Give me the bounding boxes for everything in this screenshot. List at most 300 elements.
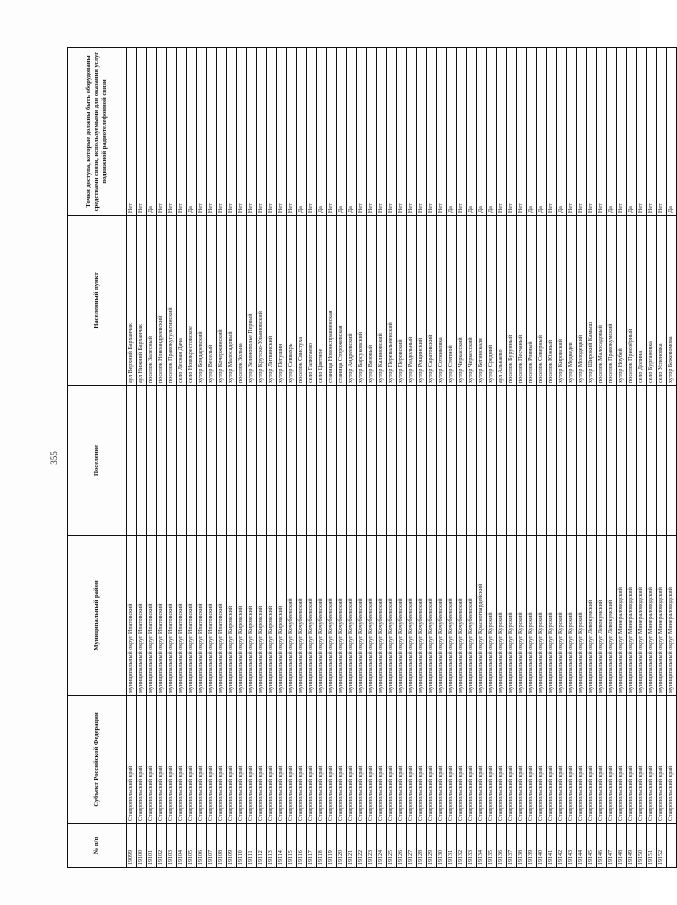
cell-settlement <box>587 386 597 536</box>
table-row <box>627 48 637 868</box>
cell-access: Нет <box>617 48 627 216</box>
cell-number: 19145 <box>587 824 597 868</box>
cell-locality: село Новокрестовское <box>187 216 197 386</box>
cell-locality: хутор Бондаревский <box>197 216 207 386</box>
cell-district: муниципальный округ Кочубеевский <box>327 536 337 696</box>
table-body <box>127 48 677 868</box>
table-row <box>457 48 467 868</box>
cell-district: муниципальный округ Ипатовский <box>177 536 187 696</box>
cell-settlement <box>497 386 507 536</box>
cell-subject: Ставропольский край <box>447 696 457 824</box>
cell-district: муниципальный округ Кочубеевский <box>297 536 307 696</box>
cell-locality: село Успеновка <box>657 216 667 386</box>
cell-number: 19103 <box>167 824 177 868</box>
cell-settlement <box>557 386 567 536</box>
cell-district: муниципальный округ Кировский <box>277 536 287 696</box>
cell-district: муниципальный округ Кировский <box>227 536 237 696</box>
cell-locality: село Галюгаево <box>307 216 317 386</box>
cell-access: Да <box>667 48 677 216</box>
cell-locality: хутор Широкий Камыш <box>587 216 597 386</box>
table-row <box>317 48 327 868</box>
cell-access: Нет <box>197 48 207 216</box>
cell-number: 19146 <box>597 824 607 868</box>
cell-subject: Ставропольский край <box>187 696 197 824</box>
cell-settlement <box>507 386 517 536</box>
cell-subject: Ставропольский край <box>487 696 497 824</box>
cell-access: Да <box>487 48 497 216</box>
cell-settlement <box>207 386 217 536</box>
cell-settlement <box>277 386 287 536</box>
cell-subject: Ставропольский край <box>147 696 157 824</box>
cell-locality: хутор Крутско-Ульяновский <box>257 216 267 386</box>
cell-district: муниципальный округ Курский <box>537 536 547 696</box>
table-row <box>307 48 317 868</box>
cell-subject: Ставропольский край <box>417 696 427 824</box>
cell-number: 19126 <box>397 824 407 868</box>
cell-subject: Ставропольский край <box>537 696 547 824</box>
table-row <box>127 48 137 868</box>
cell-settlement <box>467 386 477 536</box>
cell-settlement <box>457 386 467 536</box>
table-row <box>607 48 617 868</box>
cell-settlement <box>437 386 447 536</box>
table-row <box>467 48 477 868</box>
cell-settlement <box>317 386 327 536</box>
cell-settlement <box>337 386 347 536</box>
cell-subject: Ставропольский край <box>657 696 667 824</box>
cell-number: 19121 <box>347 824 357 868</box>
cell-access: Нет <box>437 48 447 216</box>
table-row <box>437 48 447 868</box>
table-row <box>337 48 347 868</box>
cell-settlement <box>637 386 647 536</box>
cell-access: Нет <box>357 48 367 216</box>
cell-subject: Ставропольский край <box>267 696 277 824</box>
cell-subject: Ставропольский край <box>337 696 347 824</box>
cell-locality: хутор Веселый <box>207 216 217 386</box>
cell-number: 19113 <box>267 824 277 868</box>
cell-locality: поселок Свистуха <box>297 216 307 386</box>
cell-access: Да <box>627 48 637 216</box>
cell-district: муниципальный округ Минераловодский <box>667 536 677 696</box>
cell-access: Да <box>337 48 347 216</box>
cell-settlement <box>217 386 227 536</box>
cell-number: 19116 <box>297 824 307 868</box>
cell-access: Нет <box>387 48 397 216</box>
cell-subject: Ставропольский край <box>207 696 217 824</box>
cell-subject: Ставропольский край <box>257 696 267 824</box>
cell-locality: село Цветное <box>317 216 327 386</box>
cell-locality: аул Верхний Барханчак <box>127 216 137 386</box>
cell-subject: Ставропольский край <box>607 696 617 824</box>
cell-district: муниципальный округ Кочубеевский <box>307 536 317 696</box>
cell-settlement <box>347 386 357 536</box>
cell-subject: Ставропольский край <box>137 696 147 824</box>
cell-number: 19115 <box>287 824 297 868</box>
cell-subject: Ставропольский край <box>397 696 407 824</box>
cell-settlement <box>227 386 237 536</box>
cell-locality: поселок Залесный <box>147 216 157 386</box>
cell-district: муниципальный округ Курский <box>517 536 527 696</box>
cell-number: 19150 <box>637 824 647 868</box>
table-row <box>487 48 497 868</box>
cell-locality: хутор Степной <box>447 216 457 386</box>
cell-access: Нет <box>427 48 437 216</box>
cell-locality: хутор Малосадовый <box>227 216 237 386</box>
table-row <box>537 48 547 868</box>
cell-settlement <box>537 386 547 536</box>
cell-district: муниципальный округ Кочубеевский <box>457 536 467 696</box>
cell-locality: поселок Бурунный <box>507 216 517 386</box>
cell-number: 19148 <box>617 824 627 868</box>
cell-access: Нет <box>377 48 387 216</box>
cell-subject: Ставропольский край <box>667 696 677 824</box>
cell-locality: хутор Перовский <box>397 216 407 386</box>
table-row <box>507 48 517 868</box>
settlements-table <box>67 47 677 868</box>
cell-number: 19104 <box>177 824 187 868</box>
cell-number: 19152 <box>657 824 667 868</box>
cell-number: 19133 <box>467 824 477 868</box>
cell-access: Нет <box>177 48 187 216</box>
cell-settlement <box>487 386 497 536</box>
cell-settlement <box>657 386 667 536</box>
cell-district: муниципальный округ Кочубеевский <box>357 536 367 696</box>
cell-locality: поселок Ровный <box>527 216 537 386</box>
cell-locality: аул Алькаево <box>497 216 507 386</box>
cell-access: Нет <box>657 48 667 216</box>
cell-access: Да <box>347 48 357 216</box>
cell-district: муниципальный округ Ипатовский <box>147 536 157 696</box>
cell-number: 19143 <box>567 824 577 868</box>
cell-settlement <box>517 386 527 536</box>
cell-settlement <box>167 386 177 536</box>
cell-number: 19109 <box>227 824 237 868</box>
cell-locality: хутор Бегинскаля <box>477 216 487 386</box>
table-row <box>577 48 587 868</box>
cell-subject: Ставропольский край <box>287 696 297 824</box>
cell-locality: село Бургановка <box>647 216 657 386</box>
cell-number: 19105 <box>187 824 197 868</box>
cell-access: Нет <box>307 48 317 216</box>
cell-settlement <box>567 386 577 536</box>
cell-number: 19123 <box>367 824 377 868</box>
table-row <box>157 48 167 868</box>
cell-locality: аул Нижний Барханчак <box>137 216 147 386</box>
cell-number <box>667 824 677 868</box>
cell-subject: Ставропольский край <box>167 696 177 824</box>
page-number: 355 <box>49 451 59 465</box>
cell-subject: Ставропольский край <box>157 696 167 824</box>
cell-subject: Ставропольский край <box>577 696 587 824</box>
cell-locality: село Долина <box>637 216 647 386</box>
cell-district: муниципальный округ Кировский <box>247 536 257 696</box>
cell-subject: Ставропольский край <box>197 696 207 824</box>
cell-locality: хутор Молодецкий <box>577 216 587 386</box>
cell-subject: Ставропольский край <box>457 696 467 824</box>
cell-locality: хутор Сотниковка <box>437 216 447 386</box>
table-row <box>547 48 557 868</box>
cell-subject: Ставропольский край <box>547 696 557 824</box>
cell-number: 19149 <box>627 824 637 868</box>
cell-number: 19102 <box>157 824 167 868</box>
cell-subject: Ставропольский край <box>387 696 397 824</box>
cell-locality: хутор Саратовский <box>427 216 437 386</box>
cell-access: Нет <box>127 48 137 216</box>
cell-locality: хутор Севвахрь <box>287 216 297 386</box>
cell-district: муниципальный округ Минераловодский <box>617 536 627 696</box>
table-row <box>297 48 307 868</box>
header-district: Муниципальный район <box>68 536 127 696</box>
cell-settlement <box>407 386 417 536</box>
table-row <box>217 48 227 868</box>
cell-district: муниципальный округ Курский <box>487 536 497 696</box>
table-row <box>557 48 567 868</box>
cell-locality: хутор Раздольный <box>407 216 417 386</box>
cell-subject: Ставропольский край <box>177 696 187 824</box>
cell-locality: поселок Правокумский <box>607 216 617 386</box>
cell-access: Да <box>187 48 197 216</box>
cell-locality: поселок Южный <box>547 216 557 386</box>
cell-number: 19110 <box>237 824 247 868</box>
cell-settlement <box>287 386 297 536</box>
table-header-row <box>68 48 127 868</box>
cell-subject: Ставропольский край <box>627 696 637 824</box>
cell-number: 19119 <box>327 824 337 868</box>
cell-number: 19131 <box>447 824 457 868</box>
table-row <box>657 48 667 868</box>
cell-district: муниципальный округ Кочубеевский <box>377 536 387 696</box>
cell-access: Нет <box>497 48 507 216</box>
cell-locality: поселок Зольна <box>237 216 247 386</box>
table-row <box>407 48 417 868</box>
cell-number: 19139 <box>527 824 537 868</box>
table-row <box>197 48 207 868</box>
header-settlement: Поселение <box>68 386 127 536</box>
cell-number: 19125 <box>387 824 397 868</box>
cell-subject: Ставропольский край <box>647 696 657 824</box>
cell-district: муниципальный округ Кочубеевский <box>337 536 347 696</box>
cell-access: Нет <box>257 48 267 216</box>
cell-subject: Ставропольский край <box>227 696 237 824</box>
cell-access: Нет <box>287 48 297 216</box>
cell-district: муниципальный округ Минераловодский <box>647 536 657 696</box>
cell-access: Нет <box>367 48 377 216</box>
cell-number: 19122 <box>357 824 367 868</box>
cell-locality: хутор Андреевский <box>347 216 357 386</box>
cell-settlement <box>577 386 587 536</box>
cell-access: Нет <box>167 48 177 216</box>
table-row <box>527 48 537 868</box>
cell-access: Нет <box>217 48 227 216</box>
cell-settlement <box>267 386 277 536</box>
cell-access: Да <box>557 48 567 216</box>
table-row <box>327 48 337 868</box>
cell-subject: Ставропольский край <box>497 696 507 824</box>
table-row <box>227 48 237 868</box>
cell-number: 19135 <box>487 824 497 868</box>
cell-settlement <box>447 386 457 536</box>
cell-district: муниципальный округ Курский <box>577 536 587 696</box>
cell-settlement <box>257 386 267 536</box>
cell-subject: Ставропольский край <box>217 696 227 824</box>
cell-district: муниципальный округ Кочубеевский <box>397 536 407 696</box>
cell-number: 19144 <box>577 824 587 868</box>
cell-district: муниципальный округ Ипатовский <box>217 536 227 696</box>
table-row <box>477 48 487 868</box>
header-access-points: Точки доступа, которые должны быть оборудованы средствами связи, используемыми для оказания услуг подвижной радиотелефонной связи <box>68 48 127 216</box>
header-number: № п/п <box>68 824 127 868</box>
cell-subject: Ставропольский край <box>557 696 567 824</box>
cell-number: 19136 <box>497 824 507 868</box>
cell-locality: хутор Вязовый <box>367 216 377 386</box>
table-row <box>497 48 507 868</box>
table-row <box>377 48 387 868</box>
cell-subject: Ставропольский край <box>637 696 647 824</box>
cell-number: 19141 <box>547 824 557 868</box>
cell-access: Нет <box>397 48 407 216</box>
header-subject: Субъект Российской Федерации <box>68 696 127 824</box>
table-row <box>237 48 247 868</box>
cell-number: 19107 <box>207 824 217 868</box>
cell-access: Нет <box>417 48 427 216</box>
cell-access: Да <box>317 48 327 216</box>
cell-locality: поселок Песчаный <box>517 216 527 386</box>
cell-settlement <box>297 386 307 536</box>
cell-number: 19147 <box>607 824 617 868</box>
cell-settlement <box>377 386 387 536</box>
cell-district: муниципальный округ Ипатовский <box>167 536 177 696</box>
table-row <box>597 48 607 868</box>
cell-access: Да <box>297 48 307 216</box>
cell-subject: Ставропольский край <box>567 696 577 824</box>
cell-settlement <box>647 386 657 536</box>
cell-district: муниципальный округ Ипатовский <box>207 536 217 696</box>
cell-district: муниципальный округ Кочубеевский <box>347 536 357 696</box>
cell-number: 19132 <box>457 824 467 868</box>
cell-locality: хутор Средний <box>487 216 497 386</box>
cell-access: Нет <box>137 48 147 216</box>
cell-settlement <box>327 386 337 536</box>
table-row <box>347 48 357 868</box>
cell-district: муниципальный округ Курский <box>507 536 517 696</box>
cell-district: муниципальный округ Левокумский <box>587 536 597 696</box>
cell-settlement <box>367 386 377 536</box>
cell-settlement <box>427 386 437 536</box>
cell-number: 19137 <box>507 824 517 868</box>
cell-district: муниципальный округ Курский <box>567 536 577 696</box>
cell-locality: хутор Ноубей <box>617 216 627 386</box>
cell-district: муниципальный округ Ипатовский <box>187 536 197 696</box>
cell-locality: поселок Северный <box>537 216 547 386</box>
cell-access: Нет <box>547 48 557 216</box>
table-row <box>637 48 647 868</box>
cell-locality: хутор Бежевомова <box>667 216 677 386</box>
cell-district: муниципальный округ Кочубеевский <box>407 536 417 696</box>
table-row <box>647 48 657 868</box>
cell-locality: хутор Перевальненский <box>387 216 397 386</box>
table-row <box>257 48 267 868</box>
table-row <box>247 48 257 868</box>
cell-access: Да <box>527 48 537 216</box>
cell-district: муниципальный округ Ипатовский <box>197 536 207 696</box>
cell-access: Да <box>447 48 457 216</box>
cell-access: Нет <box>277 48 287 216</box>
table-row <box>177 48 187 868</box>
cell-number: 19099 <box>127 824 137 868</box>
cell-access: Нет <box>507 48 517 216</box>
table-row <box>617 48 627 868</box>
cell-subject: Ставропольский край <box>427 696 437 824</box>
cell-subject: Ставропольский край <box>357 696 367 824</box>
cell-district: муниципальный округ Кировский <box>237 536 247 696</box>
cell-district: муниципальный округ Курский <box>557 536 567 696</box>
cell-settlement <box>177 386 187 536</box>
cell-number: 19112 <box>257 824 267 868</box>
cell-district: муниципальный округ Кочубеевский <box>387 536 397 696</box>
cell-subject: Ставропольский край <box>247 696 257 824</box>
table-row <box>667 48 677 868</box>
cell-access: Нет <box>517 48 527 216</box>
cell-number: 19138 <box>517 824 527 868</box>
cell-access: Нет <box>157 48 167 216</box>
cell-locality: поселок Новоандреевский <box>157 216 167 386</box>
cell-access: Да <box>467 48 477 216</box>
cell-subject: Ставропольский край <box>507 696 517 824</box>
cell-subject: Ставропольский край <box>127 696 137 824</box>
cell-settlement <box>547 386 557 536</box>
header-locality: Населенный пункт <box>68 216 127 386</box>
table-row <box>397 48 407 868</box>
cell-district: муниципальный округ Кочубеевский <box>427 536 437 696</box>
table-row <box>167 48 177 868</box>
cell-district: муниципальный округ Кочубеевский <box>437 536 447 696</box>
table-row <box>137 48 147 868</box>
cell-subject: Ставропольский край <box>347 696 357 824</box>
table-row <box>287 48 297 868</box>
cell-number: 19106 <box>197 824 207 868</box>
cell-access: Нет <box>327 48 337 216</box>
cell-subject: Ставропольский край <box>477 696 487 824</box>
cell-subject: Ставропольский край <box>237 696 247 824</box>
cell-district: муниципальный округ Ипатовский <box>127 536 137 696</box>
cell-access: Нет <box>597 48 607 216</box>
cell-number: 19101 <box>147 824 157 868</box>
cell-settlement <box>127 386 137 536</box>
table-row <box>367 48 377 868</box>
table-row <box>587 48 597 868</box>
cell-locality: станица Новоисправненская <box>327 216 337 386</box>
cell-number: 19108 <box>217 824 227 868</box>
table-row <box>517 48 527 868</box>
cell-district: муниципальный округ Левокумский <box>597 536 607 696</box>
cell-settlement <box>667 386 677 536</box>
cell-district: муниципальный округ Кочубеевский <box>447 536 457 696</box>
cell-subject: Ставропольский край <box>587 696 597 824</box>
cell-access: Да <box>147 48 157 216</box>
cell-subject: Ставропольский край <box>407 696 417 824</box>
cell-district: муниципальный округ Кировский <box>267 536 277 696</box>
cell-district: муниципальный округ Курский <box>547 536 557 696</box>
cell-subject: Ставропольский край <box>597 696 607 824</box>
cell-number: 19129 <box>427 824 437 868</box>
cell-settlement <box>597 386 607 536</box>
cell-subject: Ставропольский край <box>297 696 307 824</box>
cell-access: Нет <box>407 48 417 216</box>
cell-access: Нет <box>227 48 237 216</box>
cell-locality: хутор Литвинский <box>267 216 277 386</box>
cell-locality: станица Сторожевская <box>337 216 347 386</box>
